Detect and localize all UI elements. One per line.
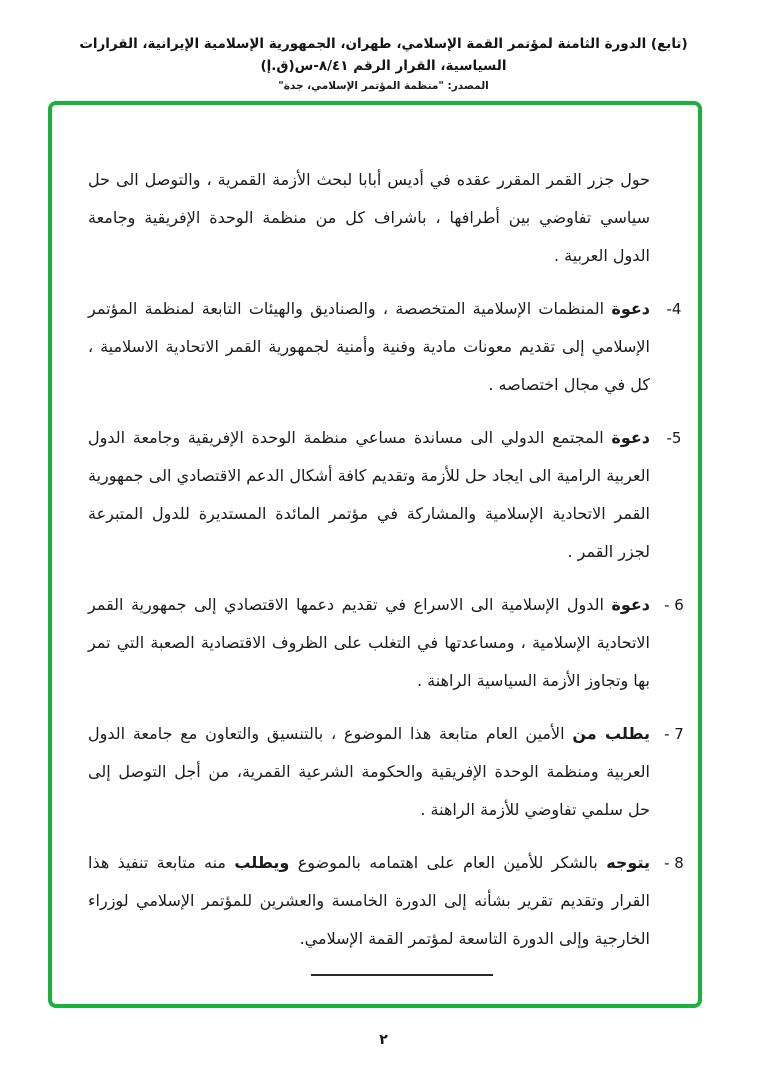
item-text bbox=[88, 715, 650, 829]
separator-rule bbox=[311, 974, 493, 976]
item-text bbox=[88, 290, 650, 404]
item-text-segment: بالشكر للأمين العام على اهتمامه بالموضوع bbox=[289, 853, 607, 872]
resolution-items bbox=[88, 290, 698, 958]
item-bold-lead: يتوجه bbox=[606, 853, 650, 872]
header-citation-line: (تابع) الدورة الثامنة لمؤتمر القمة الإسلامي، طهران، الجمهورية الإسلامية الإيرانية، القرارات السياسية، القرار الرقم ٨/٤١-س(ق.إ) bbox=[79, 36, 688, 74]
page-header bbox=[0, 34, 767, 92]
paragraph-intro: حول جزر القمر المقرر عقده في أديس أبابا لبحث الأزمة القمرية ، والتوصل الى حل سياسي تفاوضي بين أطرافها ، باشراف كل من منظمة الوحدة الإفريقية وجامعة الدول العربية . bbox=[88, 170, 650, 265]
resolution-item bbox=[88, 715, 698, 829]
header-source-line: المصدر: "منظمة المؤتمر الإسلامي، جدة" bbox=[278, 80, 489, 93]
item-text bbox=[88, 419, 650, 571]
item-bold-lead: ويطلب bbox=[234, 853, 290, 872]
resolution-item bbox=[88, 844, 698, 958]
item-number: -5 bbox=[666, 429, 682, 447]
document-content bbox=[52, 105, 698, 976]
resolution-item bbox=[88, 419, 698, 571]
item-bold-lead: يطلب من bbox=[572, 724, 651, 743]
resolution-item bbox=[88, 290, 698, 404]
item-text bbox=[88, 586, 650, 700]
item-text-segment: الأمين العام متابعة هذا الموضوع ، بالتنسيق والتعاون مع جامعة الدول العربية ومنظمة الوحدة الإفريقية والحكومة الشرعية القمرية، من أجل التوصل إلى حل سلمي تفاوضي للأزمة الراهنة . bbox=[88, 724, 650, 819]
resolution-item bbox=[88, 586, 698, 700]
item-number: -4 bbox=[666, 300, 682, 318]
document-border-box bbox=[48, 101, 702, 1008]
item-text-segment: المجتمع الدولي الى مساندة مساعي منظمة الوحدة الإفريقية وجامعة الدول العربية الرامية الى ايجاد حل للأزمة وتقديم كافة أشكال الدعم الاقتصادي الى جمهورية القمر الاتحادية الإسلامية والمشاركة في مؤتمر المائدة المستديرة للدول المتبرعة لجزر القمر . bbox=[88, 428, 650, 561]
item-bold-lead: دعوة bbox=[611, 428, 650, 447]
item-text-segment: المنظمات الإسلامية المتخصصة ، والصناديق والهيئات التابعة لمنظمة المؤتمر الإسلامي إلى تقديم معونات مادية وفنية وأمنية لجمهورية القمر الاتحادية الاسلامية ، كل في مجال اختصاصه . bbox=[88, 299, 650, 394]
item-number: - 6 bbox=[664, 596, 684, 614]
item-number: - 8 bbox=[664, 854, 684, 872]
item-number: - 7 bbox=[664, 725, 684, 743]
item-bold-lead: دعوة bbox=[611, 299, 650, 318]
item-text-segment: منه متابعة تنفيذ هذا القرار وتقديم تقرير بشأنه إلى الدورة الخامسة والعشرين للمؤتمر الإسلامي لوزراء الخارجية وإلى الدورة التاسعة لمؤتمر القمة الإسلامي. bbox=[88, 853, 650, 948]
item-bold-lead: دعوة bbox=[611, 595, 650, 614]
item-text bbox=[88, 844, 650, 958]
page-number: ٢ bbox=[379, 1032, 388, 1048]
item-text-segment: الدول الإسلامية الى الاسراع في تقديم دعمها الاقتصادي إلى جمهورية القمر الاتحادية الإسلامية ، ومساعدتها في التغلب على الظروف الاقتصادية الصعبة التي تمر بها وتجاوز الأزمة السياسية الراهنة . bbox=[88, 595, 650, 690]
